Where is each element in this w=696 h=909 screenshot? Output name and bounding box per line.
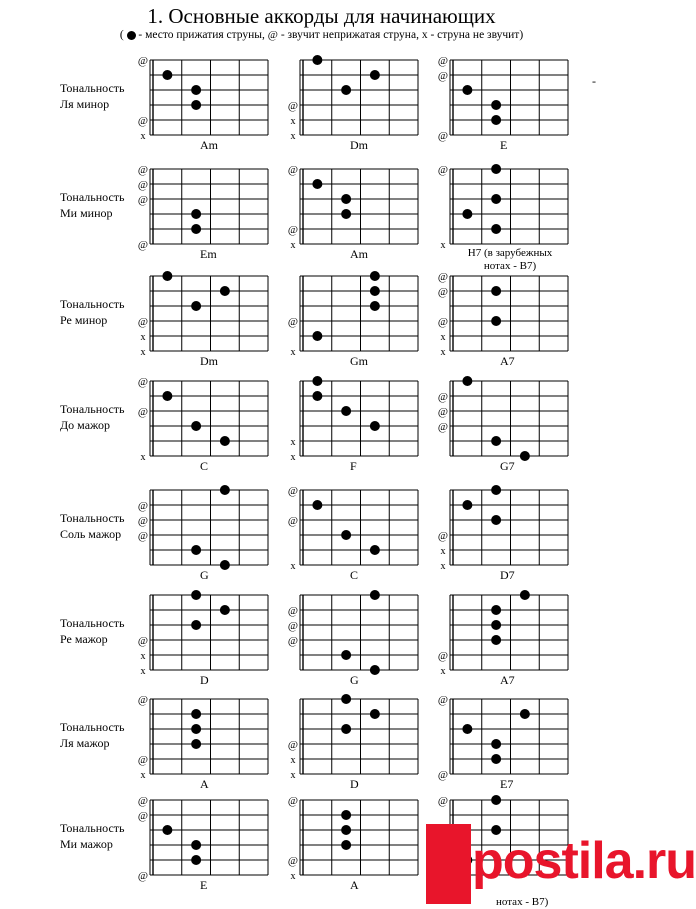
- finger-dot: [370, 545, 380, 555]
- chord-diagram: [134, 490, 284, 585]
- chord-name: E: [500, 138, 508, 152]
- finger-dot: [341, 825, 351, 835]
- chord-grid-svg: [284, 485, 434, 585]
- finger-dot: [162, 271, 172, 281]
- finger-dot: [370, 286, 380, 296]
- open-string-icon: @: [137, 376, 149, 388]
- finger-dot: [462, 500, 472, 510]
- open-string-icon: @: [137, 515, 149, 527]
- chord-grid-svg: [284, 381, 434, 476]
- finger-dot: [191, 620, 201, 630]
- chord-diagram: [434, 55, 584, 155]
- key-label: [60, 189, 125, 221]
- muted-string-mark: x: [290, 131, 296, 142]
- chord-diagram: [284, 795, 434, 895]
- legend-open-text: - звучит неприжатая струна,: [277, 29, 422, 41]
- open-string-icon: @: [137, 55, 149, 67]
- key-label-word: Тональность: [60, 616, 125, 630]
- finger-dot: [162, 825, 172, 835]
- finger-dot: [491, 164, 501, 174]
- chord-grid-svg: [134, 490, 284, 585]
- open-string-icon: @: [287, 164, 299, 176]
- open-string-icon: @: [137, 316, 149, 328]
- legend-x-text: - струна не звучит): [427, 29, 524, 41]
- open-string-icon: @: [437, 391, 449, 403]
- chord-name: A: [350, 878, 359, 892]
- open-string-icon: @: [287, 635, 299, 647]
- legend: [0, 29, 643, 41]
- chord-name: Em: [200, 247, 217, 261]
- muted-string-mark: x: [440, 332, 446, 343]
- finger-dot: [370, 301, 380, 311]
- chord-grid-svg: [134, 595, 284, 690]
- open-string-icon: @: [137, 870, 149, 882]
- open-string-icon: @: [437, 421, 449, 433]
- chord-name: Gm: [350, 354, 368, 368]
- finger-dot: [491, 316, 501, 326]
- chord-name: D: [350, 777, 359, 791]
- open-string-icon: @: [437, 795, 449, 807]
- open-string-icon: @: [137, 239, 149, 251]
- chord-grid-svg: [134, 376, 284, 476]
- finger-dot: [491, 635, 501, 645]
- finger-dot: [462, 376, 472, 386]
- open-string-icon: @: [287, 795, 299, 807]
- finger-dot: [341, 840, 351, 850]
- finger-dot: [520, 709, 530, 719]
- chord-name: A: [200, 777, 209, 791]
- key-label-name: Соль мажор: [60, 527, 122, 541]
- finger-dot: [191, 209, 201, 219]
- pressed-dot-icon: [127, 31, 136, 40]
- muted-string-mark: x: [440, 240, 446, 251]
- muted-string-mark: x: [290, 755, 296, 766]
- finger-dot: [191, 545, 201, 555]
- muted-string-mark: x: [140, 332, 146, 343]
- open-string-icon: @: [287, 605, 299, 617]
- page-title: 1. Основные аккорды для начинающих: [147, 4, 496, 28]
- finger-dot: [312, 391, 322, 401]
- finger-dot: [462, 209, 472, 219]
- open-string-icon: @: [437, 271, 449, 283]
- finger-dot: [191, 724, 201, 734]
- open-string-icon: @: [137, 194, 149, 206]
- open-string-icon: @: [287, 485, 299, 497]
- finger-dot: [220, 286, 230, 296]
- finger-dot: [491, 100, 501, 110]
- finger-dot: [312, 331, 322, 341]
- open-string-icon: @: [137, 810, 149, 822]
- finger-dot: [491, 515, 501, 525]
- chord-name: A7: [500, 354, 515, 368]
- open-string-icon: @: [437, 130, 449, 142]
- chord-diagram: [284, 485, 434, 585]
- finger-dot: [162, 70, 172, 80]
- finger-dot: [341, 694, 351, 704]
- finger-dot: [341, 209, 351, 219]
- chord-diagram: [134, 795, 284, 895]
- open-string-icon: @: [437, 406, 449, 418]
- open-string-icon: @: [137, 164, 149, 176]
- key-label-name: Ля мажор: [60, 736, 110, 750]
- chord-grid-svg: [134, 795, 284, 895]
- open-string-icon: @: [437, 316, 449, 328]
- open-string-icon: @: [437, 530, 449, 542]
- finger-dot: [220, 605, 230, 615]
- open-string-icon: @: [287, 739, 299, 751]
- legend-x-symbol: x: [421, 29, 428, 41]
- chord-diagram: [284, 699, 434, 794]
- chord-name: E7: [500, 777, 514, 791]
- finger-dot: [491, 754, 501, 764]
- muted-string-mark: x: [290, 240, 296, 251]
- key-label-name: Ре минор: [60, 313, 108, 327]
- open-string-icon: @: [437, 769, 449, 781]
- finger-dot: [520, 451, 530, 461]
- chord-diagram: [134, 595, 284, 690]
- finger-dot: [312, 500, 322, 510]
- chord-name: D7: [500, 568, 515, 582]
- open-string-icon: @: [137, 754, 149, 766]
- muted-string-mark: x: [140, 666, 146, 677]
- finger-dot: [491, 224, 501, 234]
- finger-dot: [462, 85, 472, 95]
- chord-name: G7: [500, 459, 515, 473]
- open-string-icon: @: [287, 855, 299, 867]
- open-string-icon: @: [437, 694, 449, 706]
- chord-diagram: [284, 595, 434, 690]
- muted-string-mark: x: [140, 131, 146, 142]
- finger-dot: [191, 85, 201, 95]
- open-string-icon: @: [437, 70, 449, 82]
- chord-grid-svg: [134, 694, 284, 794]
- open-string-icon: @: [137, 179, 149, 191]
- finger-dot: [341, 406, 351, 416]
- muted-string-mark: x: [290, 770, 296, 781]
- finger-dot: [341, 85, 351, 95]
- open-string-icon: @: [287, 224, 299, 236]
- finger-dot: [220, 436, 230, 446]
- finger-dot: [370, 421, 380, 431]
- key-label-word: Тональность: [60, 297, 125, 311]
- key-label: [60, 401, 125, 433]
- open-string-icon: @: [437, 55, 449, 67]
- muted-string-mark: x: [290, 347, 296, 358]
- chord-name: H7 (в зарубежных нотах - B7): [467, 247, 553, 272]
- open-string-icon: @: [137, 530, 149, 542]
- key-label-name: Ми минор: [60, 206, 113, 220]
- legend-open-paren: (: [119, 29, 124, 41]
- finger-dot: [341, 810, 351, 820]
- muted-string-mark: x: [440, 347, 446, 358]
- open-string-icon: @: [437, 286, 449, 298]
- key-label-word: Тональность: [60, 511, 125, 525]
- finger-dot: [341, 650, 351, 660]
- logo-box: [426, 824, 471, 904]
- finger-dot: [491, 436, 501, 446]
- finger-dot: [191, 709, 201, 719]
- finger-dot: [312, 376, 322, 386]
- finger-dot: [491, 605, 501, 615]
- open-string-icon: @: [137, 635, 149, 647]
- open-string-icon: @: [137, 795, 149, 807]
- finger-dot: [191, 840, 201, 850]
- stray-dash: -: [592, 74, 596, 88]
- chord-diagram: [134, 694, 284, 794]
- open-string-icon: @: [287, 100, 299, 112]
- key-label: [60, 820, 125, 852]
- finger-dot: [312, 179, 322, 189]
- open-string-icon: @: [137, 115, 149, 127]
- finger-dot: [341, 530, 351, 540]
- chord-grid-svg: [284, 699, 434, 794]
- muted-string-mark: x: [140, 452, 146, 463]
- finger-dot: [191, 855, 201, 865]
- muted-string-mark: x: [290, 871, 296, 882]
- finger-dot: [162, 391, 172, 401]
- finger-dot: [491, 194, 501, 204]
- chord-name: Dm: [350, 138, 368, 152]
- chord-name: G: [200, 568, 209, 582]
- finger-dot: [191, 739, 201, 749]
- muted-string-mark: x: [140, 770, 146, 781]
- key-label-word: Тональность: [60, 81, 125, 95]
- chord-name: F: [350, 459, 357, 473]
- logo-word: postila.ru: [472, 832, 696, 890]
- muted-string-mark: x: [140, 347, 146, 358]
- muted-string-mark: x: [290, 116, 296, 127]
- open-string-icon: @: [287, 620, 299, 632]
- key-label-word: Тональность: [60, 720, 125, 734]
- finger-dot: [370, 590, 380, 600]
- open-string-icon: @: [287, 515, 299, 527]
- key-label-name: До мажор: [60, 418, 111, 432]
- finger-dot: [491, 115, 501, 125]
- finger-dot: [491, 485, 501, 495]
- chord-grid-svg: [284, 595, 434, 690]
- chord-name: C: [200, 459, 209, 473]
- muted-string-mark: x: [290, 561, 296, 572]
- chord-diagram: [134, 376, 284, 476]
- finger-dot: [191, 224, 201, 234]
- legend-dot-text: - место прижатия струны,: [135, 29, 268, 41]
- finger-dot: [370, 70, 380, 80]
- muted-string-mark: x: [290, 452, 296, 463]
- logo-cut-text: нотах - B7): [496, 896, 549, 908]
- chord-name: G: [350, 673, 359, 687]
- finger-dot: [491, 795, 501, 805]
- finger-dot: [220, 485, 230, 495]
- open-string-icon: @: [137, 694, 149, 706]
- finger-dot: [312, 55, 322, 65]
- chord-name: C: [350, 568, 359, 582]
- open-string-icon: @: [437, 650, 449, 662]
- key-label: [60, 615, 125, 647]
- key-label-name: Ре мажор: [60, 632, 108, 646]
- key-label-word: Тональность: [60, 821, 125, 835]
- key-label: [60, 510, 125, 542]
- chord-name: E: [200, 878, 208, 892]
- finger-dot: [370, 665, 380, 675]
- chord-name: A7: [500, 673, 515, 687]
- key-label: [60, 296, 125, 328]
- open-string-icon: @: [287, 316, 299, 328]
- finger-dot: [520, 590, 530, 600]
- chord-grid-svg: [284, 795, 434, 895]
- chord-diagram: [284, 381, 434, 476]
- finger-dot: [220, 560, 230, 570]
- open-string-icon: @: [437, 164, 449, 176]
- chord-name: Am: [350, 247, 368, 261]
- key-label: [60, 719, 125, 751]
- finger-dot: [341, 724, 351, 734]
- muted-string-mark: x: [290, 437, 296, 448]
- muted-string-mark: x: [440, 546, 446, 557]
- chord-name: D: [200, 673, 209, 687]
- key-label-name: Ля минор: [60, 97, 110, 111]
- open-string-icon: @: [137, 500, 149, 512]
- finger-dot: [462, 724, 472, 734]
- open-string-icon: @: [267, 29, 278, 41]
- finger-dot: [491, 286, 501, 296]
- key-label-word: Тональность: [60, 402, 125, 416]
- key-label-name: Ми мажор: [60, 837, 113, 851]
- finger-dot: [341, 194, 351, 204]
- key-label: [60, 80, 125, 112]
- chord-grid-svg: [434, 55, 584, 155]
- finger-dot: [370, 271, 380, 281]
- muted-string-mark: x: [140, 651, 146, 662]
- finger-dot: [191, 590, 201, 600]
- open-string-icon: @: [137, 406, 149, 418]
- key-label-word: Тональность: [60, 190, 125, 204]
- finger-dot: [191, 301, 201, 311]
- postila-logo: [426, 824, 696, 909]
- chord-name: Am: [200, 138, 218, 152]
- finger-dot: [491, 620, 501, 630]
- muted-string-mark: x: [440, 666, 446, 677]
- finger-dot: [491, 739, 501, 749]
- finger-dot: [191, 100, 201, 110]
- chord-name: Dm: [200, 354, 218, 368]
- finger-dot: [370, 709, 380, 719]
- muted-string-mark: x: [440, 561, 446, 572]
- finger-dot: [191, 421, 201, 431]
